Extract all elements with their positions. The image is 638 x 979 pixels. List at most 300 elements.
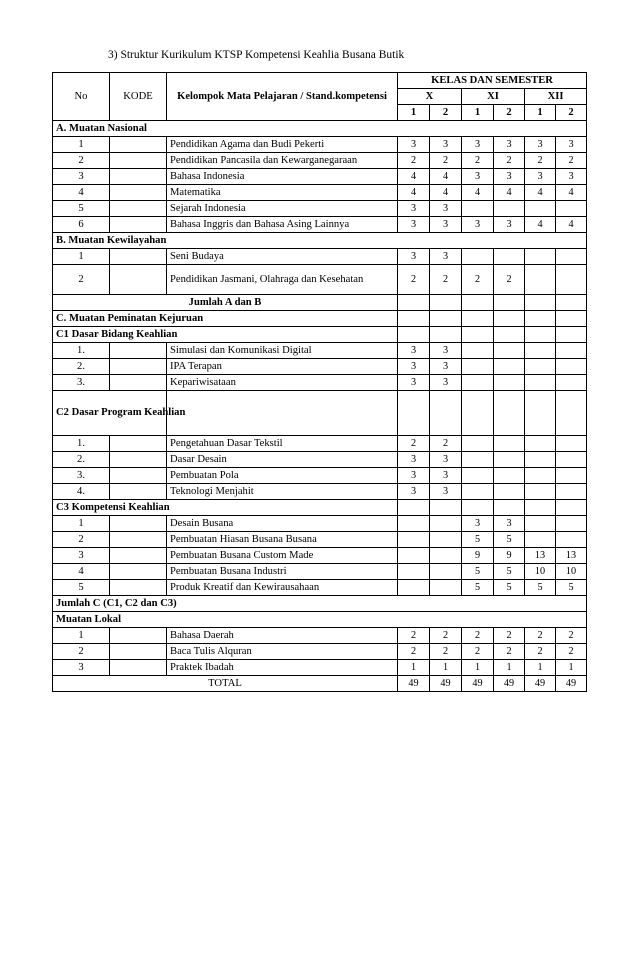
row-value: [556, 201, 587, 217]
row-value: [556, 295, 587, 311]
section-row: [53, 612, 587, 628]
row-value: 3: [430, 375, 462, 391]
row-value: [462, 359, 494, 375]
row-value: [494, 201, 525, 217]
section-label: C1 Dasar Bidang Keahlian: [53, 327, 398, 343]
row-value: 3: [398, 468, 430, 484]
row-value: 3: [462, 217, 494, 233]
row-value: 3: [398, 375, 430, 391]
row-value: [525, 311, 556, 327]
row-value: 2: [398, 265, 430, 295]
table-row: [53, 343, 587, 359]
subtotal-row: [53, 295, 587, 311]
row-value: 3: [398, 484, 430, 500]
row-value: [525, 436, 556, 452]
section-label: Muatan Lokal: [53, 612, 587, 628]
row-subject: Pembuatan Pola: [167, 468, 398, 484]
row-value: [525, 327, 556, 343]
total-value: 49: [430, 676, 462, 692]
row-subject: Pengetahuan Dasar Tekstil: [167, 436, 398, 452]
row-value: 3: [398, 217, 430, 233]
row-value: 5: [462, 580, 494, 596]
row-value: [525, 343, 556, 359]
row-kode: [110, 468, 167, 484]
row-kode: [110, 564, 167, 580]
row-value: 3: [430, 217, 462, 233]
row-subject: Produk Kreatif dan Kewirausahaan: [167, 580, 398, 596]
total-value: 49: [494, 676, 525, 692]
total-label: TOTAL: [53, 676, 398, 692]
row-kode: [110, 644, 167, 660]
row-kode: [110, 436, 167, 452]
table-row: [53, 644, 587, 660]
row-value: [494, 500, 525, 516]
row-kode: [110, 375, 167, 391]
curriculum-table: [52, 72, 587, 692]
header-kelas-semester: KELAS DAN SEMESTER: [398, 73, 587, 89]
row-value: [494, 468, 525, 484]
header-semester: 2: [430, 105, 462, 121]
row-value: 3: [462, 137, 494, 153]
table-row: [53, 564, 587, 580]
total-value: 49: [398, 676, 430, 692]
row-value: 2: [525, 153, 556, 169]
row-value: 3: [494, 169, 525, 185]
section-row: [53, 121, 587, 137]
table-row: [53, 217, 587, 233]
row-value: [462, 436, 494, 452]
row-subject: Bahasa Daerah: [167, 628, 398, 644]
row-value: [462, 500, 494, 516]
total-value: 49: [525, 676, 556, 692]
row-value: [556, 359, 587, 375]
row-value: [525, 265, 556, 295]
row-value: 3: [525, 169, 556, 185]
row-value: [525, 391, 556, 436]
row-value: 3: [398, 137, 430, 153]
subtotal-label: Jumlah A dan B: [53, 295, 398, 311]
row-value: [398, 532, 430, 548]
row-subject: Pendidikan Jasmani, Olahraga dan Kesehatan: [167, 265, 398, 295]
section-row: [53, 391, 587, 436]
row-no: 3.: [53, 375, 110, 391]
row-value: 1: [556, 660, 587, 676]
row-value: 2: [430, 436, 462, 452]
row-value: [430, 295, 462, 311]
row-value: 9: [462, 548, 494, 564]
row-value: [556, 468, 587, 484]
row-value: [462, 201, 494, 217]
row-value: [556, 311, 587, 327]
row-kode: [110, 137, 167, 153]
row-value: [556, 391, 587, 436]
row-no: 2.: [53, 359, 110, 375]
row-value: 4: [398, 185, 430, 201]
row-value: 2: [525, 644, 556, 660]
row-kode: [110, 169, 167, 185]
section-row: [53, 327, 587, 343]
row-value: [430, 500, 462, 516]
row-value: 2: [398, 153, 430, 169]
row-value: 4: [525, 217, 556, 233]
row-kode: [110, 532, 167, 548]
row-kode: [110, 217, 167, 233]
total-value: 49: [556, 676, 587, 692]
row-value: [462, 452, 494, 468]
table-row: [53, 468, 587, 484]
row-value: 2: [398, 628, 430, 644]
row-value: [430, 327, 462, 343]
row-value: 10: [525, 564, 556, 580]
table-row: [53, 628, 587, 644]
section-label: C2 Dasar Program Keahlian: [53, 391, 167, 436]
table-row: [53, 452, 587, 468]
table-row: [53, 580, 587, 596]
header-semester: 1: [462, 105, 494, 121]
row-value: [430, 391, 462, 436]
table-row: [53, 201, 587, 217]
header-grade-x: X: [398, 89, 462, 105]
section-label: A. Muatan Nasional: [53, 121, 587, 137]
row-value: [556, 343, 587, 359]
row-no: 2: [53, 265, 110, 295]
row-value: [462, 468, 494, 484]
row-value: [462, 391, 494, 436]
row-value: 4: [430, 169, 462, 185]
row-no: 2: [53, 532, 110, 548]
row-value: 4: [398, 169, 430, 185]
table-row: [53, 249, 587, 265]
row-subject: Seni Budaya: [167, 249, 398, 265]
row-value: [398, 391, 430, 436]
row-value: 2: [398, 644, 430, 660]
table-row: [53, 484, 587, 500]
row-value: 2: [430, 644, 462, 660]
row-value: [398, 311, 430, 327]
row-value: 5: [494, 532, 525, 548]
row-value: 3: [525, 137, 556, 153]
row-no: 1: [53, 137, 110, 153]
row-subject: Dasar Desain: [167, 452, 398, 468]
row-value: [556, 249, 587, 265]
row-value: 3: [398, 452, 430, 468]
row-value: 4: [556, 217, 587, 233]
row-value: [525, 375, 556, 391]
table-row: [53, 660, 587, 676]
row-value: [494, 343, 525, 359]
table-row: [53, 532, 587, 548]
row-value: 2: [556, 628, 587, 644]
table-header: [53, 73, 587, 121]
row-no: 4.: [53, 484, 110, 500]
row-no: 2.: [53, 452, 110, 468]
row-value: 2: [430, 153, 462, 169]
header-semester: 2: [556, 105, 587, 121]
row-kode: [110, 484, 167, 500]
header-kode: KODE: [110, 73, 167, 121]
section-label: B. Muatan Kewilayahan: [53, 233, 587, 249]
row-no: 3: [53, 660, 110, 676]
row-value: [556, 452, 587, 468]
row-value: [556, 436, 587, 452]
row-value: 2: [556, 644, 587, 660]
row-value: [462, 343, 494, 359]
row-subject: Bahasa Indonesia: [167, 169, 398, 185]
row-value: 4: [556, 185, 587, 201]
row-value: [525, 516, 556, 532]
row-kode: [110, 580, 167, 596]
row-value: [398, 500, 430, 516]
row-value: [462, 375, 494, 391]
row-value: [494, 311, 525, 327]
row-value: 3: [462, 169, 494, 185]
row-subject: Kepariwisataan: [167, 375, 398, 391]
row-value: [494, 375, 525, 391]
header-semester: 1: [398, 105, 430, 121]
row-value: [494, 295, 525, 311]
row-kode: [110, 628, 167, 644]
row-value: 2: [525, 628, 556, 644]
row-value: [494, 327, 525, 343]
row-value: [525, 295, 556, 311]
row-value: [398, 516, 430, 532]
row-value: 2: [462, 628, 494, 644]
header-grade-xii: XII: [525, 89, 587, 105]
row-subject: Pendidikan Agama dan Budi Pekerti: [167, 137, 398, 153]
row-no: 3: [53, 169, 110, 185]
section-label: C. Muatan Peminatan Kejuruan: [53, 311, 398, 327]
row-value: [462, 311, 494, 327]
row-value: [525, 359, 556, 375]
row-no: 1: [53, 516, 110, 532]
section-row: [53, 233, 587, 249]
row-no: 2: [53, 153, 110, 169]
header-grade-xi: XI: [462, 89, 525, 105]
row-value: 1: [494, 660, 525, 676]
row-kode: [110, 153, 167, 169]
row-value: [462, 484, 494, 500]
row-value: [525, 201, 556, 217]
row-value: 5: [556, 580, 587, 596]
row-value: 9: [494, 548, 525, 564]
row-no: 3: [53, 548, 110, 564]
row-value: 2: [462, 644, 494, 660]
row-value: 1: [462, 660, 494, 676]
row-value: [525, 532, 556, 548]
row-value: 3: [398, 359, 430, 375]
row-value: [494, 391, 525, 436]
table-row: [53, 185, 587, 201]
row-value: 13: [556, 548, 587, 564]
row-value: 1: [398, 660, 430, 676]
row-subject: Simulasi dan Komunikasi Digital: [167, 343, 398, 359]
row-value: 1: [525, 660, 556, 676]
row-value: 4: [462, 185, 494, 201]
row-no: 2: [53, 644, 110, 660]
row-value: 3: [430, 249, 462, 265]
row-value: 2: [430, 265, 462, 295]
row-value: 5: [462, 564, 494, 580]
row-value: 2: [398, 436, 430, 452]
header-no: No: [53, 73, 110, 121]
row-value: 2: [494, 265, 525, 295]
row-value: 2: [494, 153, 525, 169]
header-semester: 2: [494, 105, 525, 121]
row-value: [556, 516, 587, 532]
section-row: [53, 596, 587, 612]
row-value: [462, 295, 494, 311]
row-value: [430, 564, 462, 580]
row-value: [430, 516, 462, 532]
row-value: [494, 436, 525, 452]
row-value: [462, 249, 494, 265]
row-no: 1: [53, 628, 110, 644]
row-value: 2: [556, 153, 587, 169]
row-kode: [110, 201, 167, 217]
row-subject: Baca Tulis Alquran: [167, 644, 398, 660]
row-no: 6: [53, 217, 110, 233]
row-value: [556, 484, 587, 500]
section-row: [53, 500, 587, 516]
row-subject: [167, 391, 398, 436]
table-row: [53, 375, 587, 391]
table-row: [53, 137, 587, 153]
row-value: [556, 532, 587, 548]
header-semester: 1: [525, 105, 556, 121]
row-value: 3: [430, 343, 462, 359]
page-title: 3) Struktur Kurikulum KTSP Kompetensi Keahlia Busana Butik: [108, 49, 405, 61]
row-subject: Matematika: [167, 185, 398, 201]
row-subject: Teknologi Menjahit: [167, 484, 398, 500]
row-value: 3: [430, 468, 462, 484]
row-subject: Pembuatan Hiasan Busana Busana: [167, 532, 398, 548]
row-subject: IPA Terapan: [167, 359, 398, 375]
row-value: [525, 500, 556, 516]
row-no: 3.: [53, 468, 110, 484]
row-value: 4: [525, 185, 556, 201]
row-value: [430, 580, 462, 596]
row-value: 2: [430, 628, 462, 644]
total-value: 49: [462, 676, 494, 692]
row-subject: Pembuatan Busana Custom Made: [167, 548, 398, 564]
table-row: [53, 169, 587, 185]
section-label: C3 Kompetensi Keahlian: [53, 500, 398, 516]
row-value: 3: [494, 516, 525, 532]
row-value: 10: [556, 564, 587, 580]
table-body: [53, 121, 587, 692]
row-subject: Pendidikan Pancasila dan Kewarganegaraan: [167, 153, 398, 169]
row-value: 3: [430, 484, 462, 500]
table-row: [53, 265, 587, 295]
row-value: 4: [494, 185, 525, 201]
row-value: 3: [430, 452, 462, 468]
row-value: 5: [494, 564, 525, 580]
row-value: [556, 375, 587, 391]
row-value: 3: [494, 137, 525, 153]
row-no: 1: [53, 249, 110, 265]
row-value: [525, 484, 556, 500]
row-no: 4: [53, 185, 110, 201]
row-value: [556, 265, 587, 295]
row-value: 2: [462, 153, 494, 169]
section-label: Jumlah C (C1, C2 dan C3): [53, 596, 587, 612]
row-kode: [110, 249, 167, 265]
row-value: [430, 311, 462, 327]
row-value: 3: [556, 169, 587, 185]
table-row: [53, 153, 587, 169]
row-subject: Bahasa Inggris dan Bahasa Asing Lainnya: [167, 217, 398, 233]
header-kelompok: Kelompok Mata Pelajaran / Stand.kompetensi: [167, 73, 398, 121]
row-value: 3: [398, 249, 430, 265]
table-row: [53, 516, 587, 532]
row-value: 2: [494, 644, 525, 660]
row-value: 3: [398, 343, 430, 359]
row-value: [556, 500, 587, 516]
row-value: [494, 452, 525, 468]
row-value: 13: [525, 548, 556, 564]
table-row: [53, 359, 587, 375]
row-no: 5: [53, 580, 110, 596]
row-kode: [110, 660, 167, 676]
row-kode: [110, 516, 167, 532]
row-value: 3: [430, 201, 462, 217]
row-subject: Desain Busana: [167, 516, 398, 532]
row-no: 1.: [53, 436, 110, 452]
row-value: [462, 327, 494, 343]
row-value: [398, 327, 430, 343]
row-value: [430, 548, 462, 564]
row-value: 5: [462, 532, 494, 548]
row-value: [525, 468, 556, 484]
row-no: 1.: [53, 343, 110, 359]
row-subject: Praktek Ibadah: [167, 660, 398, 676]
row-value: [525, 249, 556, 265]
row-value: 3: [430, 359, 462, 375]
row-value: [556, 327, 587, 343]
row-value: [398, 564, 430, 580]
row-kode: [110, 548, 167, 564]
row-value: [430, 532, 462, 548]
row-value: 3: [398, 201, 430, 217]
row-value: [398, 580, 430, 596]
row-value: [494, 249, 525, 265]
row-value: 2: [462, 265, 494, 295]
row-value: 4: [430, 185, 462, 201]
table-row: [53, 548, 587, 564]
total-row: [53, 676, 587, 692]
row-value: [494, 484, 525, 500]
table-row: [53, 436, 587, 452]
row-value: 3: [430, 137, 462, 153]
row-kode: [110, 185, 167, 201]
row-no: 4: [53, 564, 110, 580]
row-value: [525, 452, 556, 468]
row-subject: Pembuatan Busana Industri: [167, 564, 398, 580]
row-value: [398, 548, 430, 564]
row-value: 1: [430, 660, 462, 676]
row-value: 5: [525, 580, 556, 596]
row-value: 3: [494, 217, 525, 233]
row-value: 5: [494, 580, 525, 596]
row-value: 3: [462, 516, 494, 532]
row-kode: [110, 452, 167, 468]
row-subject: Sejarah Indonesia: [167, 201, 398, 217]
row-kode: [110, 265, 167, 295]
row-no: 5: [53, 201, 110, 217]
row-value: [398, 295, 430, 311]
row-value: 3: [556, 137, 587, 153]
row-kode: [110, 343, 167, 359]
